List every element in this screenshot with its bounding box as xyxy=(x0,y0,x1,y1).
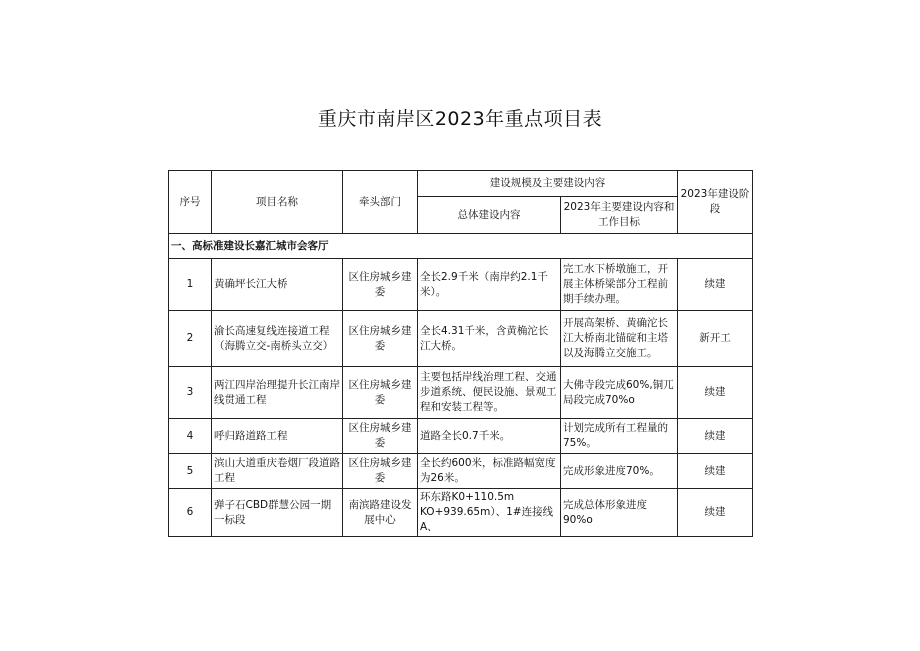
row-stage: 续建 xyxy=(678,419,753,454)
section-row xyxy=(169,234,753,259)
row-stage: 续建 xyxy=(678,367,753,419)
row-stage: 新开工 xyxy=(678,311,753,367)
row-name: 两江四岸治理提升长江南岸线贯通工程 xyxy=(212,367,343,419)
row-overall: 道路全长0.7千米。 xyxy=(418,419,561,454)
row-lead: 区住房城乡建委 xyxy=(343,419,418,454)
header-year-content: 2023年主要建设内容和工作目标 xyxy=(561,197,678,234)
row-stage: 续建 xyxy=(678,454,753,489)
row-year: 完工水下桥墩施工，开展主体桥梁部分工程前期手续办理。 xyxy=(561,259,678,311)
header-name: 项目名称 xyxy=(212,171,343,234)
row-name: 弹子石CBD群慧公园一期一标段 xyxy=(212,489,343,537)
section-heading: 一、高标准建设长嘉汇城市会客厅 xyxy=(169,234,753,259)
row-no: 2 xyxy=(169,311,212,367)
row-year: 大佛寺段完成60%,铜兀局段完成70%o xyxy=(561,367,678,419)
row-no: 6 xyxy=(169,489,212,537)
row-year: 完成总体形象进度90%o xyxy=(561,489,678,537)
row-no: 1 xyxy=(169,259,212,311)
row-overall: 全长2.9千米（南岸约2.1千米）。 xyxy=(418,259,561,311)
table-row xyxy=(169,367,753,419)
row-lead: 区住房城乡建委 xyxy=(343,367,418,419)
header-stage: 2023年建设阶段 xyxy=(678,171,753,234)
header-overall: 总体建设内容 xyxy=(418,197,561,234)
row-overall: 环东路K0+110.5m KO+939.65m）、1#连接线A、 xyxy=(418,489,561,537)
row-name: 呼归路道路工程 xyxy=(212,419,343,454)
row-overall: 全长4.31千米，含黄桷沱长江大桥。 xyxy=(418,311,561,367)
row-stage: 续建 xyxy=(678,489,753,537)
row-lead: 区住房城乡建委 xyxy=(343,259,418,311)
row-overall: 主要包括岸线治理工程、交通步道系统、便民设施、景观工程和安装工程等。 xyxy=(418,367,561,419)
header-scale: 建设规模及主要建设内容 xyxy=(418,171,678,197)
row-name: 黄确坪长江大桥 xyxy=(212,259,343,311)
page-title: 重庆市南岸区2023年重点项目表 xyxy=(317,108,603,130)
row-no: 5 xyxy=(169,454,212,489)
row-lead: 区住房城乡建委 xyxy=(343,311,418,367)
row-year: 计划完成所有工程量的75%。 xyxy=(561,419,678,454)
row-lead: 区住房城乡建委 xyxy=(343,454,418,489)
row-year: 完成形象进度70%。 xyxy=(561,454,678,489)
row-year: 开展高架桥、黄确沱长江大桥南北锚碇和主塔以及海腾立交施工。 xyxy=(561,311,678,367)
row-name: 滨山大道重庆卷烟厂段道路工程 xyxy=(212,454,343,489)
project-table xyxy=(168,170,753,537)
header-no: 序号 xyxy=(169,171,212,234)
row-stage: 续建 xyxy=(678,259,753,311)
table-row xyxy=(169,311,753,367)
row-no: 4 xyxy=(169,419,212,454)
table-row xyxy=(169,489,753,537)
row-no: 3 xyxy=(169,367,212,419)
table-row xyxy=(169,419,753,454)
row-name: 渝长高速复线连接道工程（海腾立交-南桥头立交） xyxy=(212,311,343,367)
row-lead: 南滨路建设发展中心 xyxy=(343,489,418,537)
header-row-top xyxy=(169,171,753,197)
table-row xyxy=(169,259,753,311)
row-overall: 全长约600米，标准路幅宽度为26米。 xyxy=(418,454,561,489)
table-row xyxy=(169,454,753,489)
header-lead: 牵头部门 xyxy=(343,171,418,234)
